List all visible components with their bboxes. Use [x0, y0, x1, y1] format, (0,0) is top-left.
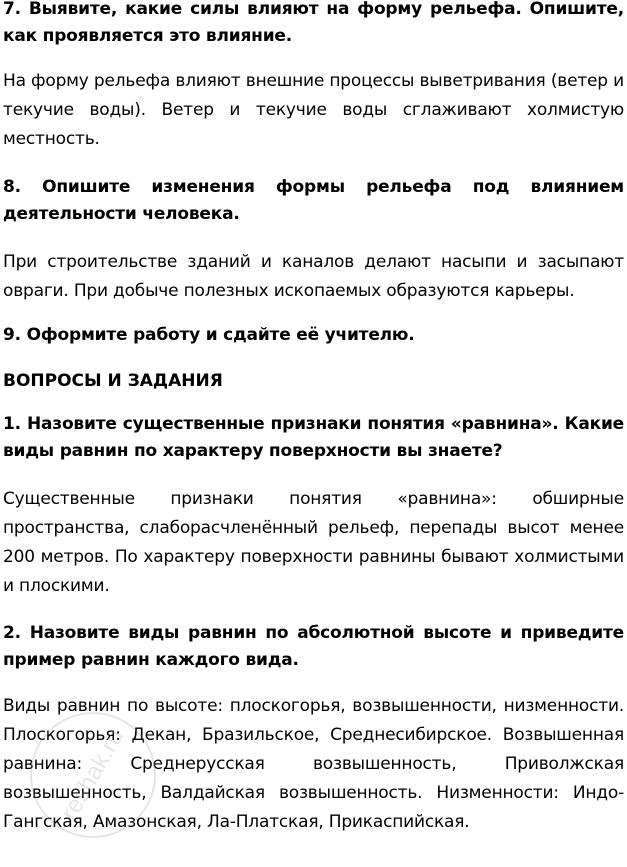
answer-8: При строительстве зданий и каналов делают насыпи и засыпают овраги. При добыче полезных ископаемых образуются карьеры.	[3, 252, 624, 301]
section-heading: ВОПРОСЫ И ЗАДАНИЯ	[3, 371, 223, 391]
task-2-answer: Виды равнин по высоте: плоскогорья, возвышенности, низменности. Плоскогорья: Декан, Бразильское, Среднесибирское. Возвышенная равнина: Среднерусская возвышенность, Приволжская возвышенность, Валдайская возвышенность. Низменности: Индо-Гангская, Амазонская, Ла-Платская, Прикаспийская.	[3, 696, 624, 832]
answer-7: На форму рельефа влияют внешние процессы выветривания (ветер и текучие воды). Ветер и текучие воды сглаживают холмистую местность.	[3, 71, 624, 149]
question-9: 9. Оформите работу и сдайте её учителю.	[3, 325, 415, 345]
task-2-question: 2. Назовите виды равнин по абсолютной высоте и приведите пример равнин каждого вида.	[3, 623, 624, 670]
task-1-question: 1. Назовите существенные признаки понятия «равнина». Какие виды равнин по характеру поверхности вы знаете?	[3, 414, 624, 461]
question-7: 7. Выявите, какие силы влияют на форму рельефа. Опишите, как проявляется это влияние.	[3, 0, 624, 46]
question-8: 8. Опишите изменения формы рельефа под влиянием деятельности человека.	[3, 177, 624, 224]
svg-text:reshak.ru: reshak.ru	[55, 724, 130, 825]
task-1-answer: Существенные признаки понятия «равнина»: обширные пространства, слаборасчленённый рельеф, перепады высот менее 200 метров. По характеру поверхности равнины бывают холмистыми и плоскими.	[3, 489, 624, 596]
